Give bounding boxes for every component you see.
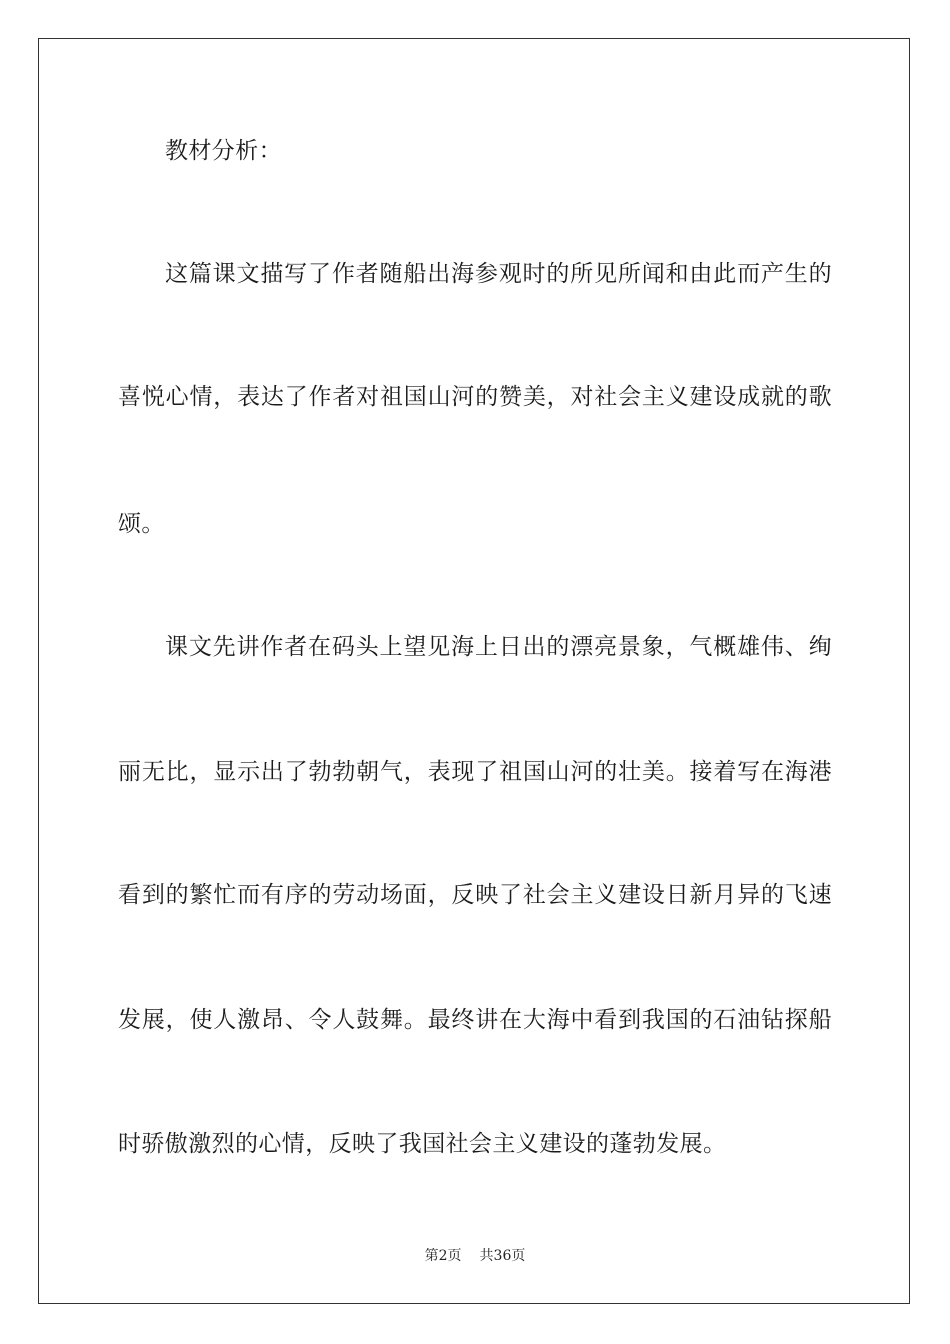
page-total: 共36页 — [479, 1248, 526, 1264]
paragraph-line: 课文先讲作者在码头上望见海上日出的漂亮景象，气概雄伟、绚 — [165, 634, 832, 660]
paragraph-line: 颂。 — [118, 511, 165, 537]
paragraph-line: 这篇课文描写了作者随船出海参观时的所见所闻和由此而产生的 — [165, 261, 832, 287]
section-heading: 教材分析： — [165, 138, 282, 164]
paragraph-line: 发展，使人激昂、令人鼓舞。最终讲在大海中看到我国的石油钻探船 — [118, 1007, 832, 1033]
page-footer — [0, 1247, 950, 1265]
paragraph-line: 时骄傲激烈的心情，反映了我国社会主义建设的蓬勃发展。 — [118, 1131, 727, 1157]
page-border — [38, 38, 910, 1304]
paragraph-line: 丽无比，显示出了勃勃朝气，表现了祖国山河的壮美。接着写在海港 — [118, 759, 832, 785]
page-number: 第2页 — [424, 1248, 462, 1264]
paragraph-line: 喜悦心情，表达了作者对祖国山河的赞美，对社会主义建设成就的歌 — [118, 384, 832, 410]
paragraph-line: 看到的繁忙而有序的劳动场面，反映了社会主义建设日新月异的飞速 — [118, 882, 832, 908]
